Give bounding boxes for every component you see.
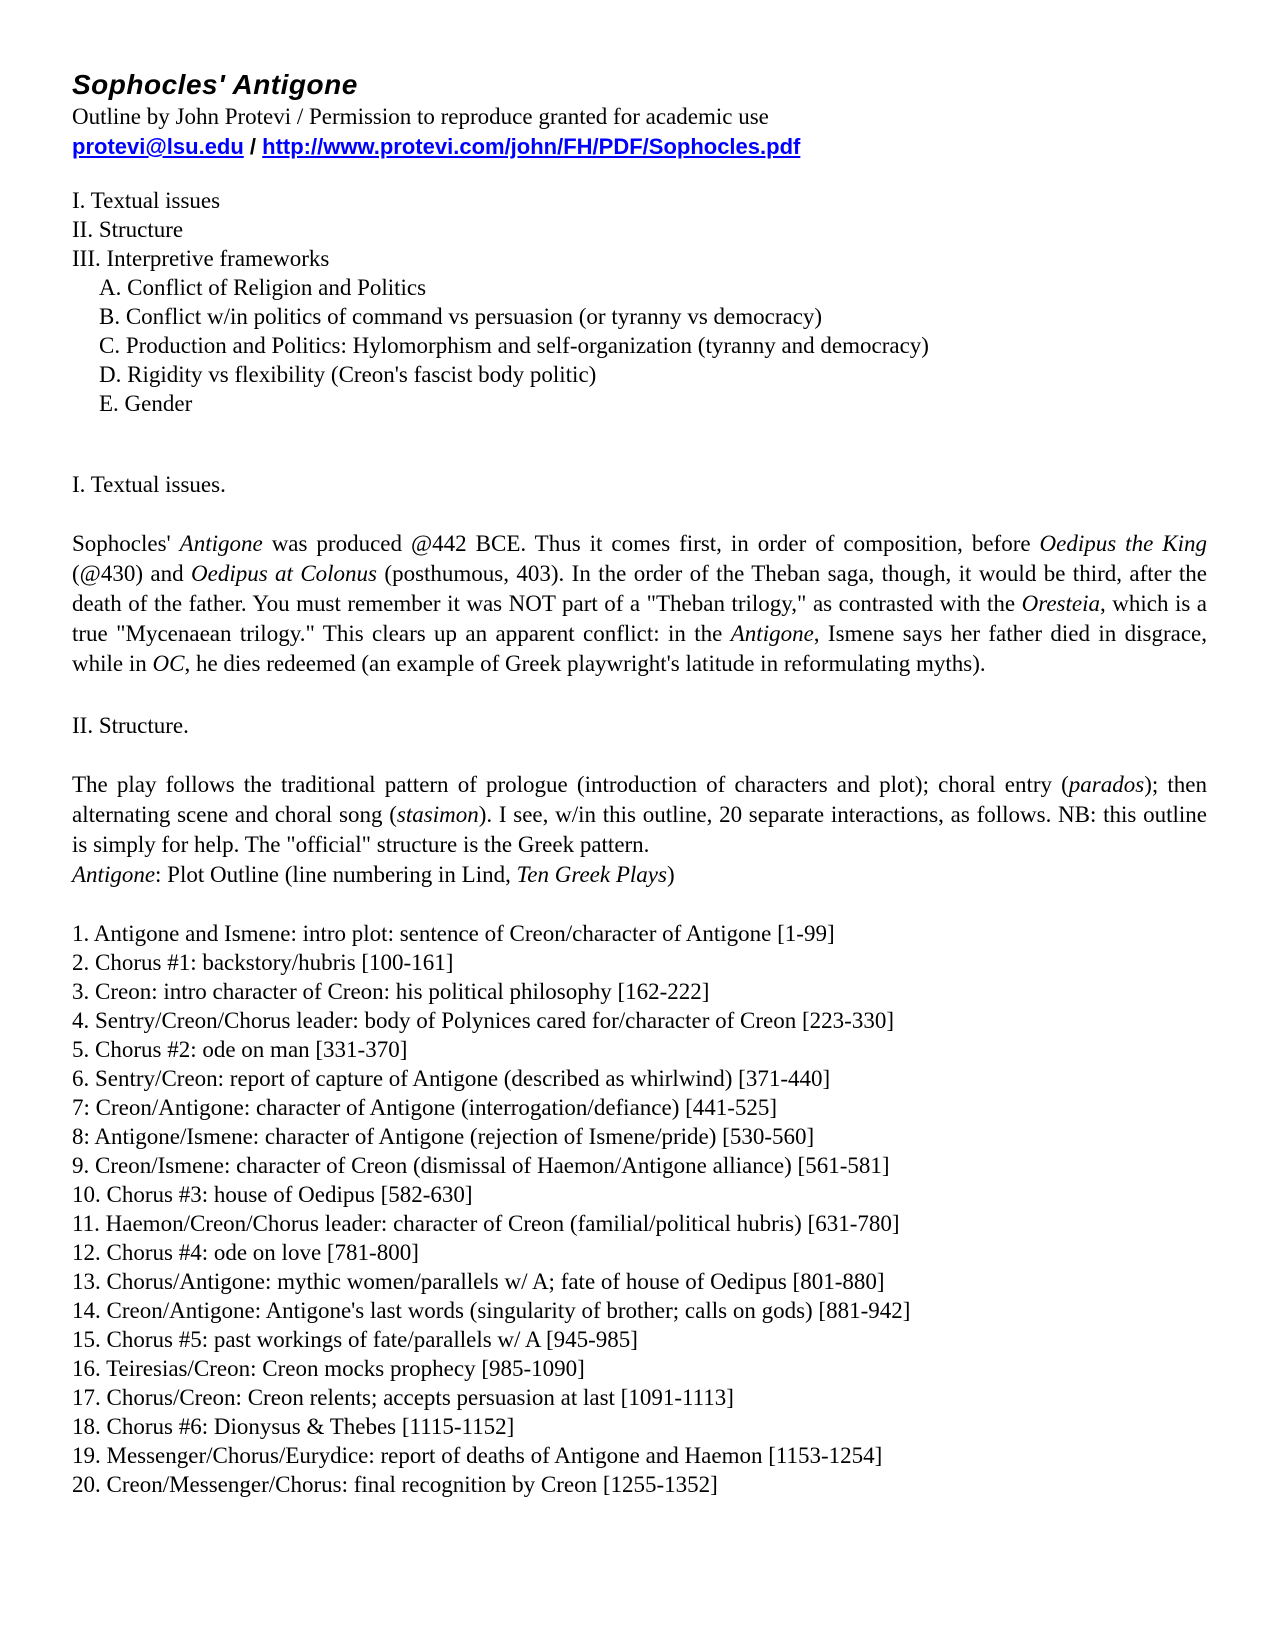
plot-outline-list xyxy=(72,919,1207,1499)
toc-item xyxy=(72,215,1207,244)
plot-item-text: 12. Chorus #4: ode on love [781-800] xyxy=(72,1240,419,1265)
plot-item-text: 9. Creon/Ismene: character of Creon (dismissal of Haemon/Antigone alliance) [561-581] xyxy=(72,1153,890,1178)
plot-item-text: 1. Antigone and Ismene: intro plot: sentence of Creon/character of Antigone [1-99] xyxy=(72,921,835,946)
toc-item-label: III. Interpretive frameworks xyxy=(72,246,330,271)
plot-item-text: 15. Chorus #5: past workings of fate/parallels w/ A [945-985] xyxy=(72,1327,638,1352)
plot-item-text: 16. Teiresias/Creon: Creon mocks prophecy [985-1090] xyxy=(72,1356,585,1381)
plot-item xyxy=(72,1296,1207,1325)
plot-item-text: 6. Sentry/Creon: report of capture of Antigone (described as whirlwind) [371-440] xyxy=(72,1066,831,1091)
plot-outline-heading: Antigone: Plot Outline (line numbering in Lind, Ten Greek Plays) xyxy=(72,862,675,887)
toc-item-label: I. Textual issues xyxy=(72,188,221,213)
plot-item xyxy=(72,1267,1207,1296)
toc-item xyxy=(72,389,1207,418)
plot-item xyxy=(72,1035,1207,1064)
email-link[interactable]: protevi@lsu.edu xyxy=(72,134,244,159)
plot-item xyxy=(72,1064,1207,1093)
toc-item xyxy=(72,244,1207,273)
toc-item xyxy=(72,273,1207,302)
plot-item xyxy=(72,1412,1207,1441)
plot-item xyxy=(72,1006,1207,1035)
toc-item-label: D. Rigidity vs flexibility (Creon's fascist body politic) xyxy=(99,362,597,387)
plot-item xyxy=(72,1441,1207,1470)
plot-item-text: 4. Sentry/Creon/Chorus leader: body of Polynices cared for/character of Creon [223-330] xyxy=(72,1008,894,1033)
section-heading-textual-issues: I. Textual issues. xyxy=(72,472,226,497)
plot-item-text: 20. Creon/Messenger/Chorus: final recognition by Creon [1255-1352] xyxy=(72,1472,718,1497)
plot-item xyxy=(72,919,1207,948)
plot-item-text: 10. Chorus #3: house of Oedipus [582-630] xyxy=(72,1182,473,1207)
paragraph-textual-issues: Sophocles' Antigone was produced @442 BCE. Thus it comes first, in order of composition, before Oedipus the King (@430) and Oedipus at Colonus (posthumous, 403). In the order of the Theban saga, though, it would be third, after the death of the father. You must remember it was NOT part of a "Theban trilogy," as contrasted with the Oresteia, which is a true "Mycenaean trilogy." This clears up an apparent conflict: in the Antigone, Ismene says her father died in disgrace, while in OC, he dies redeemed (an example of Greek playwright's latitude in reformulating myths). xyxy=(72,531,1207,676)
plot-item xyxy=(72,1238,1207,1267)
plot-item-text: 17. Chorus/Creon: Creon relents; accepts persuasion at last [1091-1113] xyxy=(72,1385,734,1410)
link-line xyxy=(72,132,1207,162)
plot-item xyxy=(72,1209,1207,1238)
plot-item-text: 14. Creon/Antigone: Antigone's last words (singularity of brother; calls on gods) [881-942] xyxy=(72,1298,911,1323)
toc-item xyxy=(72,360,1207,389)
toc-item xyxy=(72,186,1207,215)
plot-item xyxy=(72,1383,1207,1412)
plot-item-text: 19. Messenger/Chorus/Eurydice: report of deaths of Antigone and Haemon [1153-1254] xyxy=(72,1443,883,1468)
paragraph-structure: The play follows the traditional pattern of prologue (introduction of characters and plot); choral entry (parados); then alternating scene and choral song (stasimon). I see, w/in this outline, 20 separate interactions, as follows. NB: this outline is simply for help. The "official" structure is the Greek pattern. xyxy=(72,772,1207,857)
plot-item-text: 3. Creon: intro character of Creon: his political philosophy [162-222] xyxy=(72,979,710,1004)
plot-item-text: 7: Creon/Antigone: character of Antigone (interrogation/defiance) [441-525] xyxy=(72,1095,778,1120)
plot-item-text: 2. Chorus #1: backstory/hubris [100-161] xyxy=(72,950,454,975)
plot-item xyxy=(72,1180,1207,1209)
plot-item-text: 8: Antigone/Ismene: character of Antigone (rejection of Ismene/pride) [530-560] xyxy=(72,1124,815,1149)
toc-item-label: C. Production and Politics: Hylomorphism and self-organization (tyranny and democracy) xyxy=(99,333,929,358)
plot-item-text: 11. Haemon/Creon/Chorus leader: character of Creon (familial/political hubris) [631-780] xyxy=(72,1211,900,1236)
plot-item xyxy=(72,1470,1207,1499)
plot-item xyxy=(72,948,1207,977)
plot-item xyxy=(72,977,1207,1006)
section-heading-structure: II. Structure. xyxy=(72,713,189,738)
link-separator: / xyxy=(243,134,263,159)
plot-item xyxy=(72,1093,1207,1122)
toc-item xyxy=(72,331,1207,360)
plot-item xyxy=(72,1325,1207,1354)
plot-item-text: 18. Chorus #6: Dionysus & Thebes [1115-1152] xyxy=(72,1414,515,1439)
toc-item-label: B. Conflict w/in politics of command vs persuasion (or tyranny vs democracy) xyxy=(99,304,823,329)
toc-item-label: E. Gender xyxy=(99,391,193,416)
plot-item-text: 5. Chorus #2: ode on man [331-370] xyxy=(72,1037,408,1062)
plot-item xyxy=(72,1151,1207,1180)
toc-item-label: A. Conflict of Religion and Politics xyxy=(99,275,427,300)
plot-item-text: 13. Chorus/Antigone: mythic women/parallels w/ A; fate of house of Oedipus [801-880] xyxy=(72,1269,885,1294)
toc-item xyxy=(72,302,1207,331)
table-of-contents xyxy=(72,186,1207,418)
document-title: Sophocles' Antigone xyxy=(72,69,358,100)
byline: Outline by John Protevi / Permission to reproduce granted for academic use xyxy=(72,104,769,129)
pdf-url-link[interactable]: http://www.protevi.com/john/FH/PDF/Sophocles.pdf xyxy=(262,134,801,159)
plot-item xyxy=(72,1354,1207,1383)
toc-item-label: II. Structure xyxy=(72,217,184,242)
plot-item xyxy=(72,1122,1207,1151)
